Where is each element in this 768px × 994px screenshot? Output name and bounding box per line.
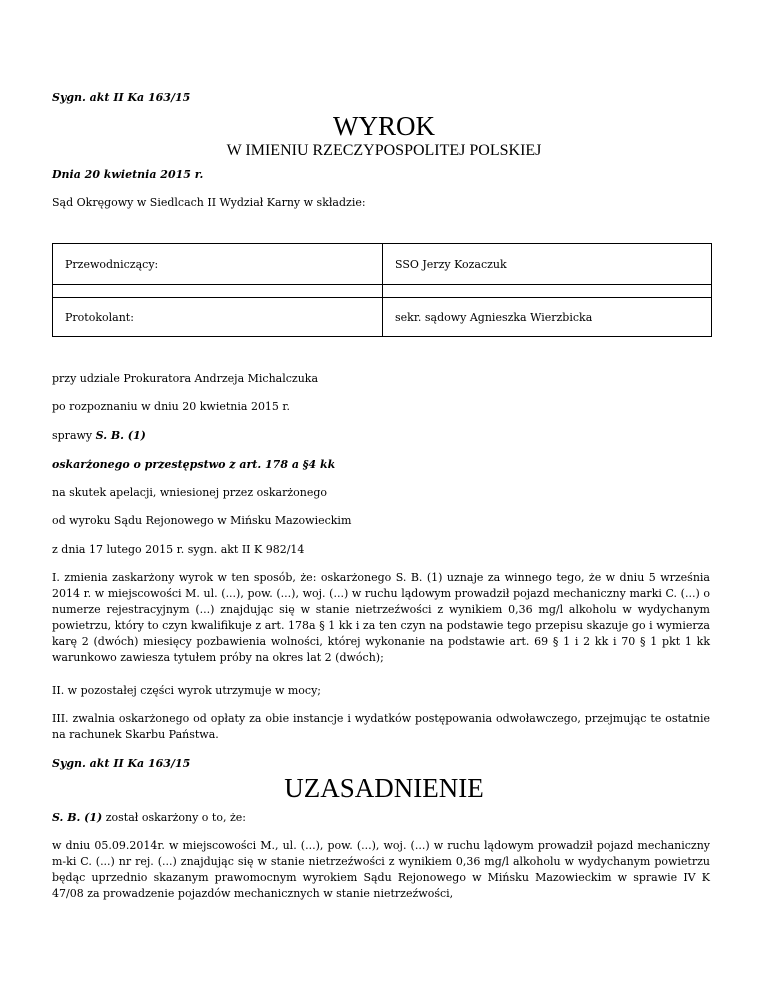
appealed-judgment-line: od wyroku Sądu Rejonowego w Mińsku Mazowieckim (52, 514, 352, 527)
ruling-point-1: I. zmienia zaskarżony wyrok w ten sposób, że: oskarżonego S. B. (1) uznaje za winnego tego, że w dniu 5 września 2014 r. w miejscowości M. ul. (...), pow. (...), woj. (...) w ruchu lądowym prowadził pojazd mechaniczny marki C. (...) o numerze rejestracyjnym (...) znajdując się w stanie nietrzeźwości z wynikiem 0,36 mg/l alkoholu w wydychanym powietrzu, który to czyn kwalifikuje z art. 178a § 1 kk i za ten czyn na podstawie tego przepisu skazuje go i wymierza karę 2 (dwóch) miesięcy pozbawienia wolności, której wykonanie na podstawie art. 69 § 1 i 2 kk i 70 § 1 pkt 1 kk warunkowo zawiesza tytułem próby na okres lat 2 (dwóch); (52, 571, 710, 664)
hearing-line: po rozpoznaniu w dniu 20 kwietnia 2015 r. (52, 400, 290, 413)
judgment-title: WYROK (333, 111, 435, 141)
charge-line: oskarżonego o przestępstwo z art. 178 a §4 kk (52, 458, 336, 471)
defendant-name: S. B. (1) (95, 429, 146, 442)
prosecutor-line: przy udziale Prokuratora Andrzeja Michalczuka (52, 372, 318, 385)
accused-text: został oskarżony o to, że: (102, 811, 246, 824)
accused-name: S. B. (1) (52, 811, 103, 824)
appeal-line: na skutek apelacji, wniesionej przez oskarżonego (52, 486, 328, 499)
case-signature: Sygn. akt II Ka 163/15 (52, 91, 191, 104)
justification-title: UZASADNIENIE (284, 773, 484, 803)
accused-line (52, 810, 710, 826)
judgment-subtitle: W IMIENIU RZECZYPOSPOLITEJ POLSKIEJ (226, 142, 542, 159)
role-cell: Przewodniczący: (53, 244, 383, 285)
judgment-date-line: z dnia 17 lutego 2015 r. sygn. akt II K 982/14 (52, 543, 305, 556)
role-cell: Protokolant: (53, 298, 383, 337)
case-line (52, 428, 710, 444)
ruling-point-2: II. w pozostałej części wyrok utrzymuje w mocy; (52, 684, 321, 697)
judgment-date: Dnia 20 kwietnia 2015 r. (52, 168, 204, 181)
composition-spacer-row (53, 285, 712, 298)
name-cell: SSO Jerzy Kozaczuk (383, 244, 712, 285)
case-signature-2: Sygn. akt II Ka 163/15 (52, 757, 191, 770)
name-cell: sekr. sądowy Agnieszka Wierzbicka (383, 298, 712, 337)
ruling-point-3: III. zwalnia oskarżonego od opłaty za obie instancje i wydatków postępowania odwoławczego, przejmując te ostatnie na rachunek Skarbu Państwa. (52, 712, 710, 741)
court-name: Sąd Okręgowy w Siedlcach II Wydział Karny w składzie: (52, 196, 366, 209)
accusation-paragraph: w dniu 05.09.2014r. w miejscowości M., ul. (...), pow. (...), woj. (...) w ruchu lądowym prowadził pojazd mechaniczny m-ki C. (...) nr rej. (...) znajdując się w stanie nietrzeźwości z wynikiem 0,36 mg/l alkoholu w wydychanym powietrzu będąc uprzednio skazanym prawomocnym wyrokiem Sądu Rejonowego w Mińsku Mazowieckim w sprawie IV K 47/08 za prowadzenie pojazdów mechanicznych w stanie nietrzeźwości, (52, 839, 710, 900)
court-composition-table (52, 243, 712, 337)
composition-row (53, 298, 712, 337)
case-prefix: sprawy (52, 429, 96, 442)
composition-row (53, 244, 712, 285)
